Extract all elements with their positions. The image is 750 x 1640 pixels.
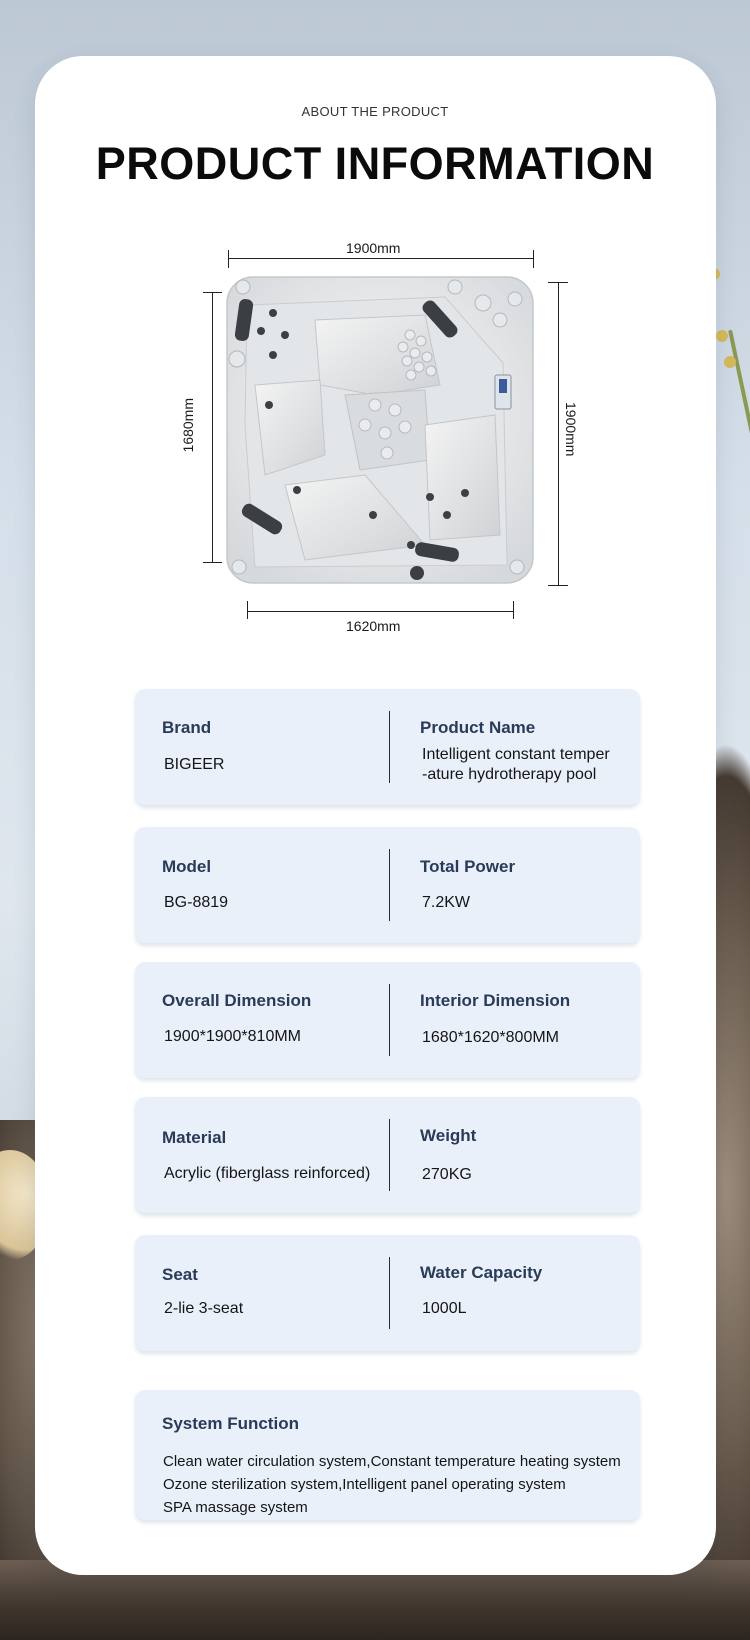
flower-bud-decoration — [724, 356, 736, 368]
bottom-width-label: 1620mm — [346, 618, 401, 634]
spec-value: Acrylic (fiberglass reinforced) — [164, 1165, 371, 1182]
left-dimension-tick — [203, 292, 222, 293]
spec-label: Water Capacity — [420, 1263, 543, 1282]
page-title: PRODUCT INFORMATION — [95, 138, 655, 189]
left-height-label: 1680mm — [180, 398, 196, 453]
spec-cell-model — [162, 827, 377, 943]
spec-value: 270KG — [422, 1166, 472, 1183]
spec-value-line: -ature hydrotherapy pool — [422, 766, 597, 783]
spec-row-model — [135, 827, 640, 943]
spec-cell-total-power — [420, 827, 635, 943]
spec-cell-interior-dimension — [420, 962, 635, 1078]
right-dimension-tick — [548, 282, 568, 283]
spec-label: Interior Dimension — [420, 991, 571, 1010]
spec-row-material — [135, 1097, 640, 1213]
spec-cell-brand — [162, 689, 377, 805]
spec-value — [422, 745, 647, 785]
spec-divider — [389, 1119, 390, 1191]
bottom-dimension-line — [247, 611, 513, 612]
spec-value: 7.2KW — [422, 894, 471, 911]
right-dimension-line — [558, 282, 559, 586]
spec-divider — [389, 984, 390, 1056]
spec-divider — [389, 711, 390, 783]
right-dimension-tick — [548, 585, 568, 586]
flower-bud-decoration — [716, 330, 728, 342]
spec-label: Total Power — [420, 857, 516, 876]
spec-value: BG-8819 — [164, 894, 229, 911]
spec-divider — [389, 1257, 390, 1329]
spec-cell-water-capacity — [420, 1235, 635, 1351]
spec-value-line: Intelligent constant temper — [422, 746, 610, 763]
spec-row-seat — [135, 1235, 640, 1351]
system-function-line: Clean water circulation system,Constant temperature heating system — [163, 1453, 621, 1470]
bottom-dimension-tick — [513, 601, 514, 619]
spec-label: Overall Dimension — [162, 991, 312, 1010]
system-function-label: System Function — [162, 1414, 299, 1433]
top-dimension-tick — [228, 250, 229, 268]
spec-cell-product-name — [420, 689, 635, 805]
top-dimension-line — [228, 258, 534, 259]
spec-value: 1000L — [422, 1300, 467, 1317]
hot-tub-top-view — [225, 275, 535, 585]
system-function-line: SPA massage system — [163, 1499, 308, 1516]
spec-label: Material — [162, 1128, 227, 1147]
left-dimension-tick — [203, 562, 222, 563]
section-eyebrow: ABOUT THE PRODUCT — [301, 104, 449, 119]
spec-label: Brand — [162, 718, 212, 737]
spec-label: Weight — [420, 1126, 477, 1145]
plant-stem-decoration — [728, 330, 750, 654]
spec-value: 1680*1620*800MM — [422, 1029, 559, 1046]
top-dimension-tick — [533, 250, 534, 268]
system-function-list — [163, 1450, 621, 1519]
spec-value: BIGEER — [164, 756, 225, 773]
spec-divider — [389, 849, 390, 921]
spec-label: Model — [162, 857, 212, 876]
top-width-label: 1900mm — [346, 240, 401, 256]
spec-label: Seat — [162, 1265, 198, 1284]
spec-value: 2-lie 3-seat — [164, 1300, 244, 1317]
spec-cell-material — [162, 1097, 377, 1213]
spec-cell-seat — [162, 1235, 377, 1351]
system-function-line: Ozone sterilization system,Intelligent panel operating system — [163, 1476, 566, 1493]
spec-row-dimension — [135, 962, 640, 1078]
bottom-dimension-tick — [247, 601, 248, 619]
spec-row-brand — [135, 689, 640, 805]
spec-cell-weight — [420, 1097, 635, 1213]
left-dimension-line — [212, 292, 213, 562]
spec-label: Product Name — [420, 718, 536, 737]
right-height-label: 1900mm — [563, 402, 579, 457]
spec-cell-overall-dimension — [162, 962, 377, 1078]
system-function-row — [135, 1390, 640, 1520]
spec-value: 1900*1900*810MM — [164, 1028, 301, 1045]
